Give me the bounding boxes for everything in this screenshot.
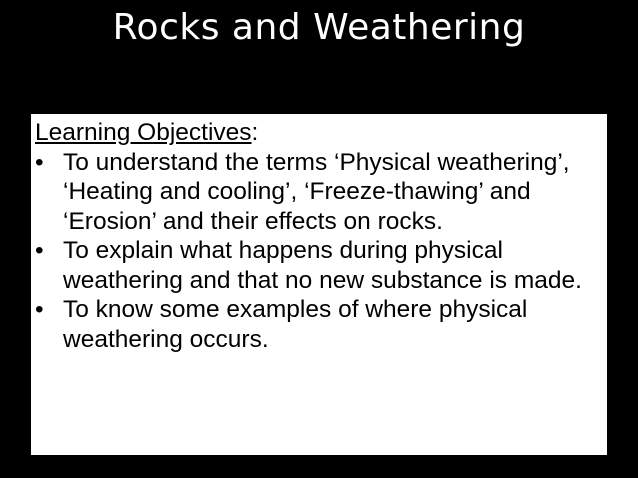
objective-item [35, 148, 601, 237]
objectives-list [35, 148, 601, 355]
bullet-icon: • [35, 296, 44, 323]
objective-text: To know some examples of where physical weathering occurs. [63, 296, 528, 353]
objectives-panel [31, 114, 607, 455]
objectives-content [35, 118, 601, 354]
objectives-heading-label: Learning Objectives [35, 119, 252, 146]
objective-item [35, 295, 601, 354]
objective-item [35, 236, 601, 295]
objectives-heading [35, 118, 601, 148]
objectives-heading-suffix: : [251, 119, 259, 146]
bullet-icon: • [35, 237, 44, 264]
bullet-icon: • [35, 148, 44, 176]
slide-title: Rocks and Weathering [112, 7, 526, 48]
objective-text: To understand the terms ‘Physical weathering’, ‘Heating and cooling’, ‘Freeze-thawing’ and ‘Erosion’ and their effects on rocks. [63, 148, 570, 235]
objective-text: To explain what happens during physical weathering and that no new substance is made. [63, 237, 582, 294]
